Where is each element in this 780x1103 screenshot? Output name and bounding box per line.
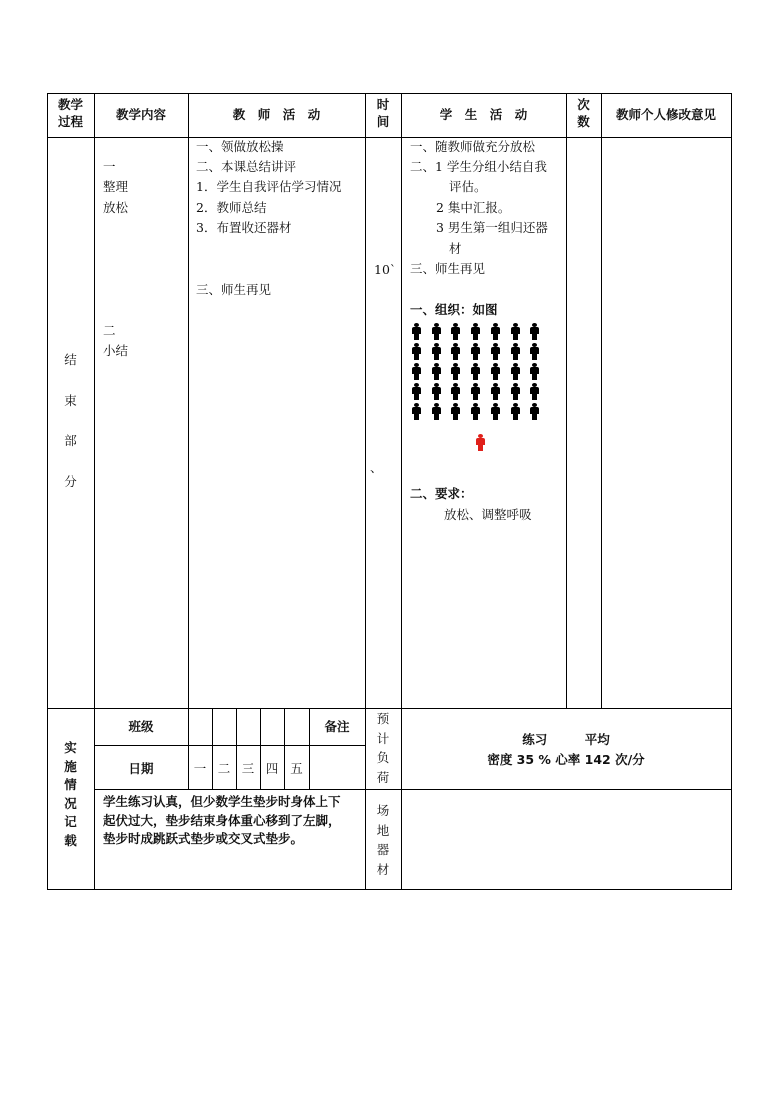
student-figure-icon <box>511 383 520 400</box>
student-figure-icon <box>530 323 539 340</box>
student-figure-icon <box>530 403 539 420</box>
organization-heading: 一、组织：如图 <box>410 302 498 317</box>
day-cell-3: 三 <box>241 761 255 776</box>
content-column-divider <box>188 93 189 790</box>
student-figure-icon <box>451 403 460 420</box>
requirement-text: 放松、调整呼吸 <box>444 507 532 522</box>
load-value-line2: 密度 35 % 心率 142 次/分 <box>487 752 645 767</box>
student-figure-icon <box>432 383 441 400</box>
student-figure-icon <box>412 383 421 400</box>
day-cell-1: 一 <box>193 761 207 776</box>
student-activity: 三、师生再见 <box>410 261 486 276</box>
teacher-activity: 二、本课总结讲评 <box>196 159 297 174</box>
student-figure-icon <box>451 363 460 380</box>
teacher-activity: 三、师生再见 <box>196 282 272 297</box>
student-activity: 2 集中汇报。 <box>436 200 511 215</box>
student-figure-icon <box>432 323 441 340</box>
day-divider <box>284 708 285 790</box>
teacher-activity: 2．教师总结 <box>196 200 267 215</box>
student-figure-icon <box>530 363 539 380</box>
time-mark: 、 <box>370 460 383 475</box>
header-process: 教学 过程 <box>57 97 83 129</box>
load-label: 预 计 负 荷 <box>376 711 390 785</box>
student-figure-icon <box>432 403 441 420</box>
content-item-2-title: 小结 <box>103 343 129 358</box>
header-time: 时 间 <box>376 97 390 129</box>
content-item-1-title: 整理 <box>103 179 129 194</box>
class-label: 班级 <box>128 719 154 734</box>
student-figure-icon <box>412 403 421 420</box>
day-cell-2: 二 <box>217 761 231 776</box>
class-row-divider <box>94 745 365 746</box>
date-row-divider <box>94 789 365 790</box>
student-figure-icon <box>451 323 460 340</box>
student-figure-icon <box>491 403 500 420</box>
date-label: 日期 <box>128 761 154 776</box>
student-figure-icon <box>471 383 480 400</box>
header-student: 学 生 活 动 <box>439 107 528 122</box>
student-activity: 一、随教师做充分放松 <box>410 139 536 154</box>
section-label: 结 束 部 分 <box>64 352 77 489</box>
day-divider <box>260 708 261 790</box>
requirement-heading: 二、要求： <box>410 486 473 501</box>
student-figure-icon <box>491 383 500 400</box>
student-activity: 评估。 <box>449 179 487 194</box>
student-column-divider <box>566 93 567 709</box>
student-figure-icon <box>471 323 480 340</box>
time-column-divider <box>401 93 402 890</box>
table-border-top <box>47 93 731 94</box>
header-row-divider <box>47 137 731 138</box>
student-figure-icon <box>511 403 520 420</box>
student-figure-icon <box>511 363 520 380</box>
day-cell-5: 五 <box>290 761 303 776</box>
student-figure-icon <box>491 343 500 360</box>
teacher-activity: 3．布置收还器材 <box>196 220 292 235</box>
remark-label: 备注 <box>324 719 350 734</box>
student-figure-icon <box>471 343 480 360</box>
content-item-1-number: 一 <box>103 159 116 174</box>
student-figure-icon <box>412 343 421 360</box>
student-activity: 3 男生第一组归还器 <box>436 220 548 235</box>
student-figure-icon <box>530 383 539 400</box>
header-opinion: 教师个人修改意见 <box>615 107 716 122</box>
load-value-line1: 练习 平均 <box>522 732 610 747</box>
teacher-figure-icon <box>476 434 485 451</box>
student-figure-icon <box>412 323 421 340</box>
student-figure-icon <box>471 363 480 380</box>
content-item-1-subtitle: 放松 <box>103 200 129 215</box>
student-figure-icon <box>511 323 520 340</box>
content-item-2-number: 二 <box>103 323 116 338</box>
student-activity: 材 <box>449 241 462 256</box>
load-row-divider <box>365 789 731 790</box>
header-count: 次 数 <box>577 97 590 129</box>
student-activity: 二、1 学生分组小结自我 <box>410 159 547 174</box>
record-label: 实 施 情 况 记 载 <box>64 740 77 848</box>
day-divider <box>212 708 213 790</box>
table-border-right <box>731 93 732 890</box>
header-teacher: 教 师 活 动 <box>232 107 321 122</box>
teacher-activity: 1．学生自我评估学习情况 <box>196 179 342 194</box>
student-figure-icon <box>432 343 441 360</box>
table-border-bottom <box>47 889 731 890</box>
day-divider <box>236 708 237 790</box>
student-figure-icon <box>491 363 500 380</box>
section-bottom-line <box>47 708 731 709</box>
count-column-divider <box>601 93 602 709</box>
student-figure-icon <box>511 343 520 360</box>
student-figure-icon <box>491 323 500 340</box>
student-figure-icon <box>451 383 460 400</box>
student-figure-icon <box>451 343 460 360</box>
student-figure-icon <box>530 343 539 360</box>
header-content: 教学内容 <box>115 107 166 122</box>
student-figure-icon <box>432 363 441 380</box>
student-figure-icon <box>412 363 421 380</box>
formation-diagram <box>410 320 560 455</box>
student-figure-icon <box>471 403 480 420</box>
day-cell-4: 四 <box>265 761 279 776</box>
implementation-note: 学生练习认真，但少数学生垫步时身体上下 起伏过大，垫步结束身体重心移到了左脚， 垫步时成跳跃式垫步或交叉式垫步。 <box>103 794 341 846</box>
field-equipment-label: 场 地 器 材 <box>376 803 390 877</box>
teacher-activity: 一、领做放松操 <box>196 139 284 154</box>
time-value: 10` <box>374 262 397 277</box>
